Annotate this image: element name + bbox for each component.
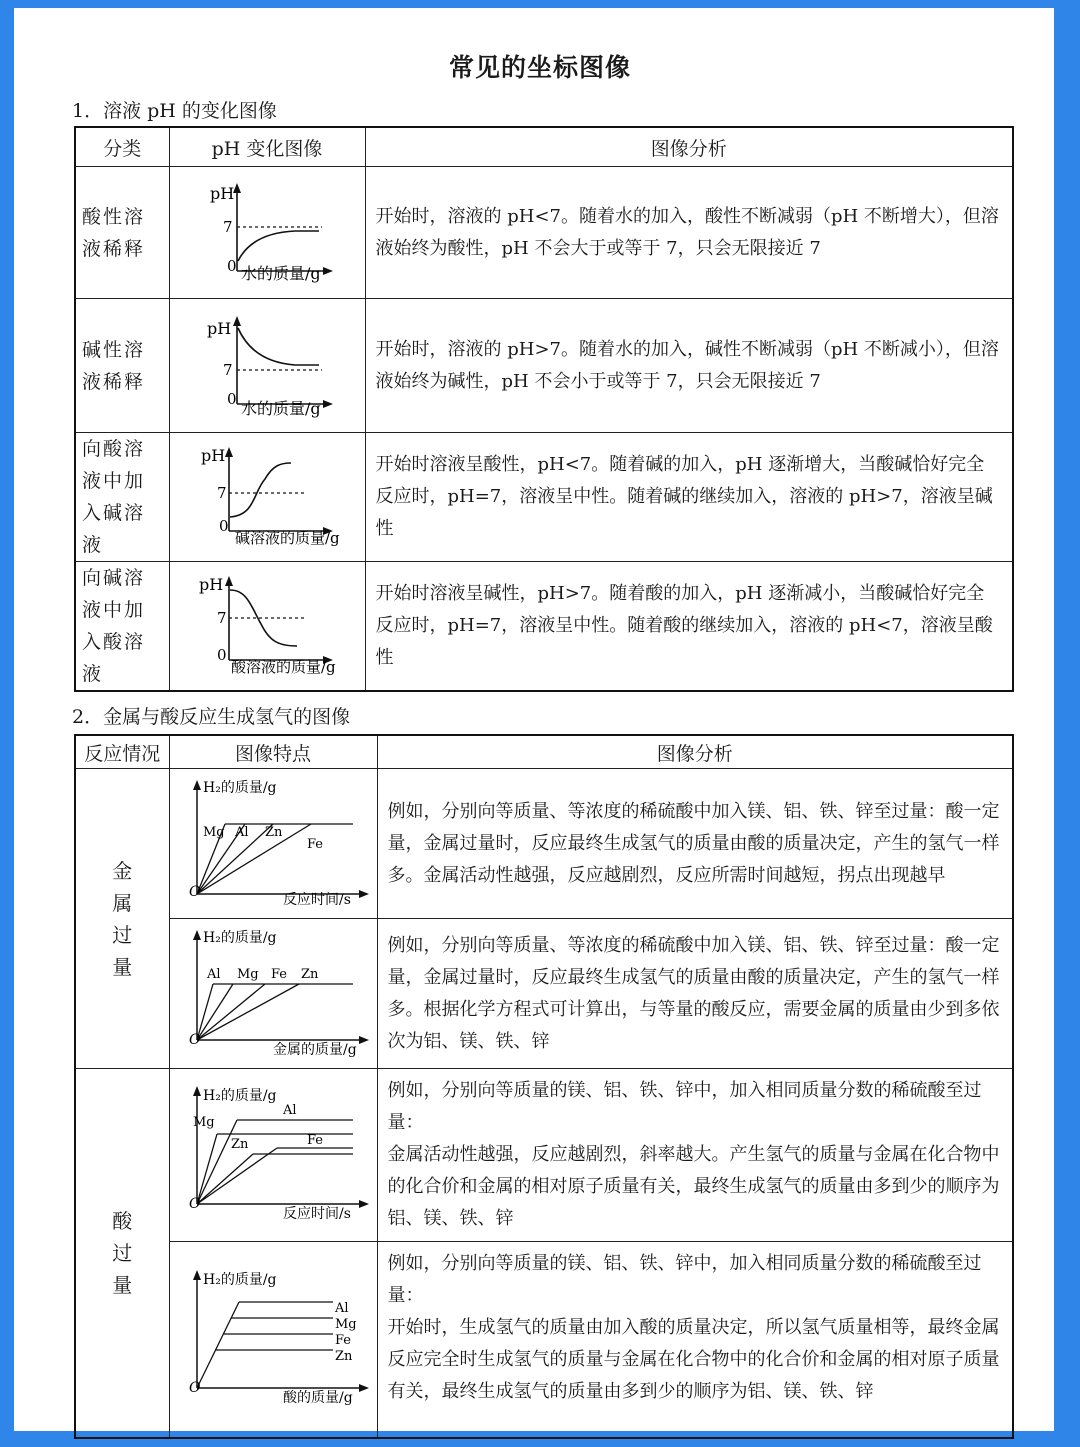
h2-graph-cell (169, 1069, 377, 1242)
series-label: Zn (231, 1137, 249, 1152)
ph-graph-cell (169, 433, 365, 562)
h2-graph-metal-mass (173, 922, 373, 1062)
series-label: Fe (307, 836, 324, 852)
ph-graph-base-dilution (177, 304, 357, 424)
analysis-body: 开始时，生成氢气的质量由加入酸的质量决定，所以氢气质量相等，最终金属反应完全时生成氢气的质量与金属在化合物中的化合价和金属的相对原子质量有关，最终生成氢气的质量由多到少的顺序为铝、镁、铁、锌 (387, 1317, 1000, 1402)
graph-origin: O (189, 1196, 201, 1212)
table-row (75, 299, 1013, 433)
graph-origin: 0 (219, 517, 229, 535)
series-label: Zn (301, 966, 319, 982)
analysis-intro: 例如，分别向等质量的镁、铝、铁、锌中，加入相同质量分数的稀硫酸至过量： (387, 1080, 982, 1133)
header-graph: pH 变化图像 (169, 127, 365, 167)
graph-ylabel: pH (199, 575, 224, 594)
row-analysis: 例如，分别向等质量、等浓度的稀硫酸中加入镁、铝、铁、锌至过量：酸一定量，金属过量时，反应最终生成氢气的质量由酸的质量决定，产生的氢气一样多。金属活动性越强，反应越剧烈，反应所需时间越短，拐点出现越早 (377, 769, 1013, 919)
graph-ylabel: H₂的质量/g (203, 1272, 277, 1289)
analysis-intro: 例如，分别向等质量的镁、铝、铁、锌中，加入相同质量分数的稀硫酸至过量： (387, 1253, 982, 1306)
header-feature: 图像特点 (169, 735, 377, 769)
h2-graph-acid-time (173, 1078, 373, 1228)
series-label: Al (235, 824, 249, 840)
hydrogen-table (74, 734, 1014, 1439)
h2-graph-cell (169, 919, 377, 1069)
ph-graph-cell (169, 167, 365, 299)
row-analysis (377, 1242, 1013, 1438)
header-condition: 反应情况 (75, 735, 169, 769)
h2-graph-cell (169, 1242, 377, 1438)
graph-xlabel: 反应时间/s (283, 891, 351, 908)
graph-xlabel: 水的质量/g (241, 398, 321, 418)
hydrogen-table-header (75, 735, 1013, 769)
header-analysis: 图像分析 (377, 735, 1013, 769)
row-analysis: 例如，分别向等质量、等浓度的稀硫酸中加入镁、铝、铁、锌至过量：酸一定量，金属过量时，反应最终生成氢气的质量由酸的质量决定，产生的氢气一样多。根据化学方程式可计算出，与等量的酸反应，需要金属的质量由少到多依次为铝、镁、铁、锌 (377, 919, 1013, 1069)
header-analysis: 图像分析 (365, 127, 1013, 167)
table-row (75, 769, 1013, 919)
row-category: 向碱溶液中加入酸溶液 (75, 562, 169, 692)
series-label: Mg (335, 1317, 357, 1333)
table-row (75, 562, 1013, 692)
graph-ylabel: pH (210, 183, 235, 203)
ph-graph-base-into-acid (177, 439, 357, 551)
graph-origin: O (189, 1380, 201, 1397)
series-label: Fe (307, 1133, 324, 1148)
ph-table-header (75, 127, 1013, 167)
graph-ylabel: H₂的质量/g (203, 929, 277, 946)
row-analysis: 开始时，溶液的 pH>7。随着水的加入，碱性不断减弱（pH 不断减小），但溶液始终为碱性，pH 不会小于或等于 7，只会无限接近 7 (365, 299, 1013, 433)
h2-graph-cell (169, 769, 377, 919)
page-title: 常见的坐标图像 (448, 53, 631, 82)
table-row (75, 433, 1013, 562)
h2-graph-metal-time (173, 772, 373, 912)
series-label: Zn (265, 824, 283, 840)
table-row (75, 919, 1013, 1069)
ph-graph-acid-into-base (177, 568, 357, 680)
section1-heading: 1．溶液 pH 的变化图像 (72, 100, 277, 122)
series-label: Mg (237, 966, 259, 982)
graph-ref: 7 (223, 217, 233, 236)
row-category: 酸性溶液稀释 (75, 167, 169, 299)
series-label: Al (207, 966, 221, 982)
table-row (75, 167, 1013, 299)
group-label: 金属过量 (112, 858, 133, 979)
group-acid-excess (75, 1069, 169, 1438)
frame-top (0, 0, 1080, 8)
series-label: Al (283, 1103, 297, 1118)
analysis-body: 金属活动性越强，反应越剧烈，斜率越大。产生氢气的质量与金属在化合物中的化合价和金属的相对原子质量有关，最终生成氢气的质量由多到少的顺序为铝、镁、铁、锌 (387, 1144, 1000, 1229)
row-analysis: 开始时，溶液的 pH<7。随着水的加入，酸性不断减弱（pH 不断增大），但溶液始终为酸性，pH 不会大于或等于 7，只会无限接近 7 (365, 167, 1013, 299)
row-category: 向酸溶液中加入碱溶液 (75, 433, 169, 562)
graph-ylabel: H₂的质量/g (203, 1088, 277, 1104)
graph-ref: 7 (217, 484, 227, 502)
graph-origin: O (189, 883, 201, 900)
row-analysis: 开始时溶液呈碱性，pH>7。随着酸的加入，pH 逐渐减小，当酸碱恰好完全反应时，pH=7，溶液呈中性。随着酸的继续加入，溶液的 pH<7，溶液呈酸性 (365, 562, 1013, 692)
graph-origin: 0 (227, 389, 237, 408)
graph-ref: 7 (223, 360, 233, 379)
row-analysis: 开始时溶液呈酸性，pH<7。随着碱的加入，pH 逐渐增大，当酸碱恰好完全反应时，pH=7，溶液呈中性。随着碱的继续加入，溶液的 pH>7，溶液呈碱性 (365, 433, 1013, 562)
graph-ylabel: pH (207, 318, 232, 338)
ph-graph-cell (169, 299, 365, 433)
graph-origin: O (189, 1031, 201, 1048)
series-label: Al (335, 1301, 349, 1317)
graph-ylabel: pH (201, 446, 226, 465)
graph-origin: 0 (227, 256, 237, 275)
graph-ylabel: H₂的质量/g (203, 779, 277, 796)
series-label: Zn (335, 1349, 353, 1365)
h2-graph-acid-mass (173, 1262, 373, 1412)
series-label: Fe (335, 1333, 352, 1349)
graph-xlabel: 水的质量/g (241, 263, 321, 283)
frame-left (0, 0, 14, 1447)
section2-heading: 2．金属与酸反应生成氢气的图像 (72, 706, 351, 728)
series-label: Mg (193, 1115, 215, 1130)
graph-xlabel: 碱溶液的质量/g (235, 529, 340, 547)
graph-origin: 0 (217, 646, 227, 664)
ph-graph-cell (169, 562, 365, 692)
ph-graph-acid-dilution (177, 171, 357, 291)
table-row (75, 1069, 1013, 1242)
table-row (75, 1242, 1013, 1438)
frame-right (1054, 0, 1080, 1447)
series-label: Mg (203, 824, 225, 840)
series-label: Fe (271, 966, 288, 982)
graph-xlabel: 反应时间/s (283, 1206, 351, 1222)
graph-xlabel: 酸的质量/g (283, 1390, 353, 1407)
header-category: 分类 (75, 127, 169, 167)
group-label: 酸过量 (112, 1208, 133, 1297)
graph-xlabel: 金属的质量/g (273, 1041, 357, 1058)
row-analysis (377, 1069, 1013, 1242)
group-metal-excess (75, 769, 169, 1069)
graph-ref: 7 (217, 609, 227, 627)
ph-table (74, 126, 1014, 692)
graph-xlabel: 酸溶液的质量/g (231, 658, 336, 676)
row-category: 碱性溶液稀释 (75, 299, 169, 433)
